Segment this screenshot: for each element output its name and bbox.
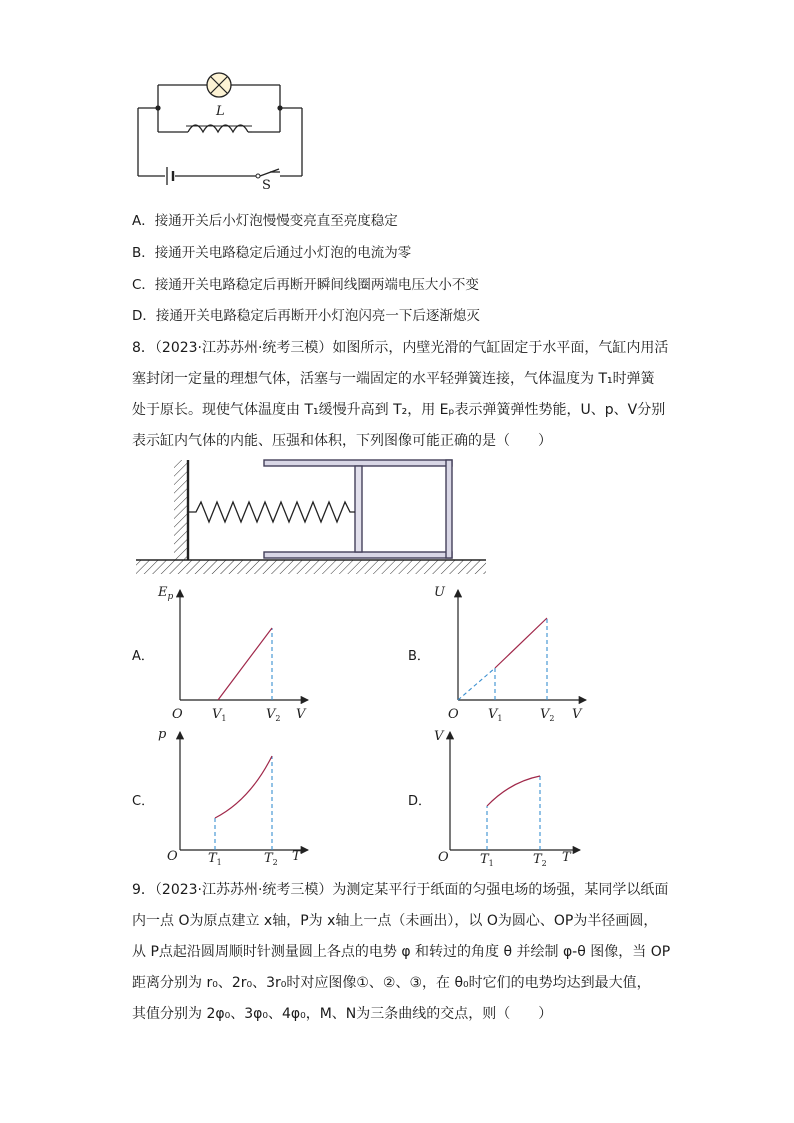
wall-hatch [174,460,188,560]
q9-line-2: 内一点 O为原点建立 x轴，P为 x轴上一点（未画出），以 O为圆心、OP为半径画圆， [132,913,658,929]
graph-c-curve [215,756,272,818]
graph-d [428,722,598,872]
option-b: B．接通开关电路稳定后通过小灯泡的电流为零 [132,245,412,261]
option-c: C．接通开关电路稳定后再断开瞬间线圈两端电压大小不变 [132,277,479,293]
graph-a-x-label: V [296,707,306,722]
graph-a-tick-v1: $V_1$ [212,707,227,723]
graph-c-tick-t1: $T_1$ [208,851,222,867]
graph-c-tick-t2: $T_2$ [264,851,278,867]
graph-a-tick-v2: $V_2$ [266,707,281,723]
graph-b-curve [495,618,547,668]
graph-d-y-label: V [434,729,444,744]
graph-c-origin: O [167,849,178,864]
q8-line-1: 8．（2023·江苏苏州·统考三模）如图所示，内壁光滑的气缸固定于水平面，气缸内用活 [132,340,669,356]
option-d: D．接通开关电路稳定后再断开小灯泡闪亮一下后逐渐熄灭 [132,308,480,324]
graph-d-tick-t1: $T_1$ [480,852,494,868]
graph-a-option: A． [132,649,154,664]
q9-line-4: 距离分别为 r₀、2r₀、3r₀时对应图像①、②、③，在 θ₀时它们的电势均达到最大值， [132,975,651,991]
graph-a-curve [218,628,272,700]
q9-line-3: 从 P点起沿圆周顺时针测量圆上各点的电势 φ 和转过的角度 θ 并绘制 φ-θ 图像，当 OP [132,944,671,960]
graph-b-tick-v2: $V_2$ [540,707,555,723]
graph-b-y-label: U [434,585,445,600]
piston [355,466,362,552]
graph-b [428,578,598,728]
graph-b-option: B． [408,649,430,664]
graph-c-x-label: T [292,849,301,864]
floor-hatch [136,560,486,574]
graph-d-option: D． [408,794,432,809]
graph-c [150,722,320,872]
graph-c-option: C． [132,794,155,809]
q8-line-4: 表示缸内气体的内能、压强和体积，下列图像可能正确的是（ ） [132,433,552,449]
graph-d-x-label: T [562,850,571,865]
graph-a-y-label: $E_p$ [158,585,174,602]
inductor-label: L [216,104,225,119]
graph-d-curve [487,776,540,806]
option-a: A．接通开关后小灯泡慢慢变亮直至亮度稳定 [132,213,398,229]
graph-a [150,578,320,728]
graph-b-dash-origin [458,668,495,700]
graph-b-tick-v1: $V_1$ [488,707,503,723]
graph-b-origin: O [448,707,459,722]
spring [188,502,355,522]
graph-b-x-label: V [572,707,582,722]
graph-a-origin: O [172,707,183,722]
graph-d-origin: O [438,850,449,865]
q9-line-1: 9．（2023·江苏苏州·统考三模）为测定某平行于纸面的匀强电场的场强，某同学以纸面 [132,882,669,898]
graph-c-y-label: p [158,727,167,742]
switch-label: S [262,178,271,193]
graph-d-tick-t2: $T_2$ [533,852,547,868]
circuit-diagram [130,68,310,198]
lamp-icon [207,73,231,97]
cylinder-figure [130,452,490,582]
q8-line-2: 塞封闭一定量的理想气体，活塞与一端固定的水平轻弹簧连接，气体温度为 T₁时弹簧 [132,371,655,387]
q9-line-5: 其值分别为 2φ₀、3φ₀、4φ₀，M、N为三条曲线的交点，则（ ） [132,1006,553,1022]
q8-line-3: 处于原长。现使气体温度由 T₁缓慢升高到 T₂，用 Eₚ表示弹簧弹性势能，U、p、V分别 [132,402,666,418]
